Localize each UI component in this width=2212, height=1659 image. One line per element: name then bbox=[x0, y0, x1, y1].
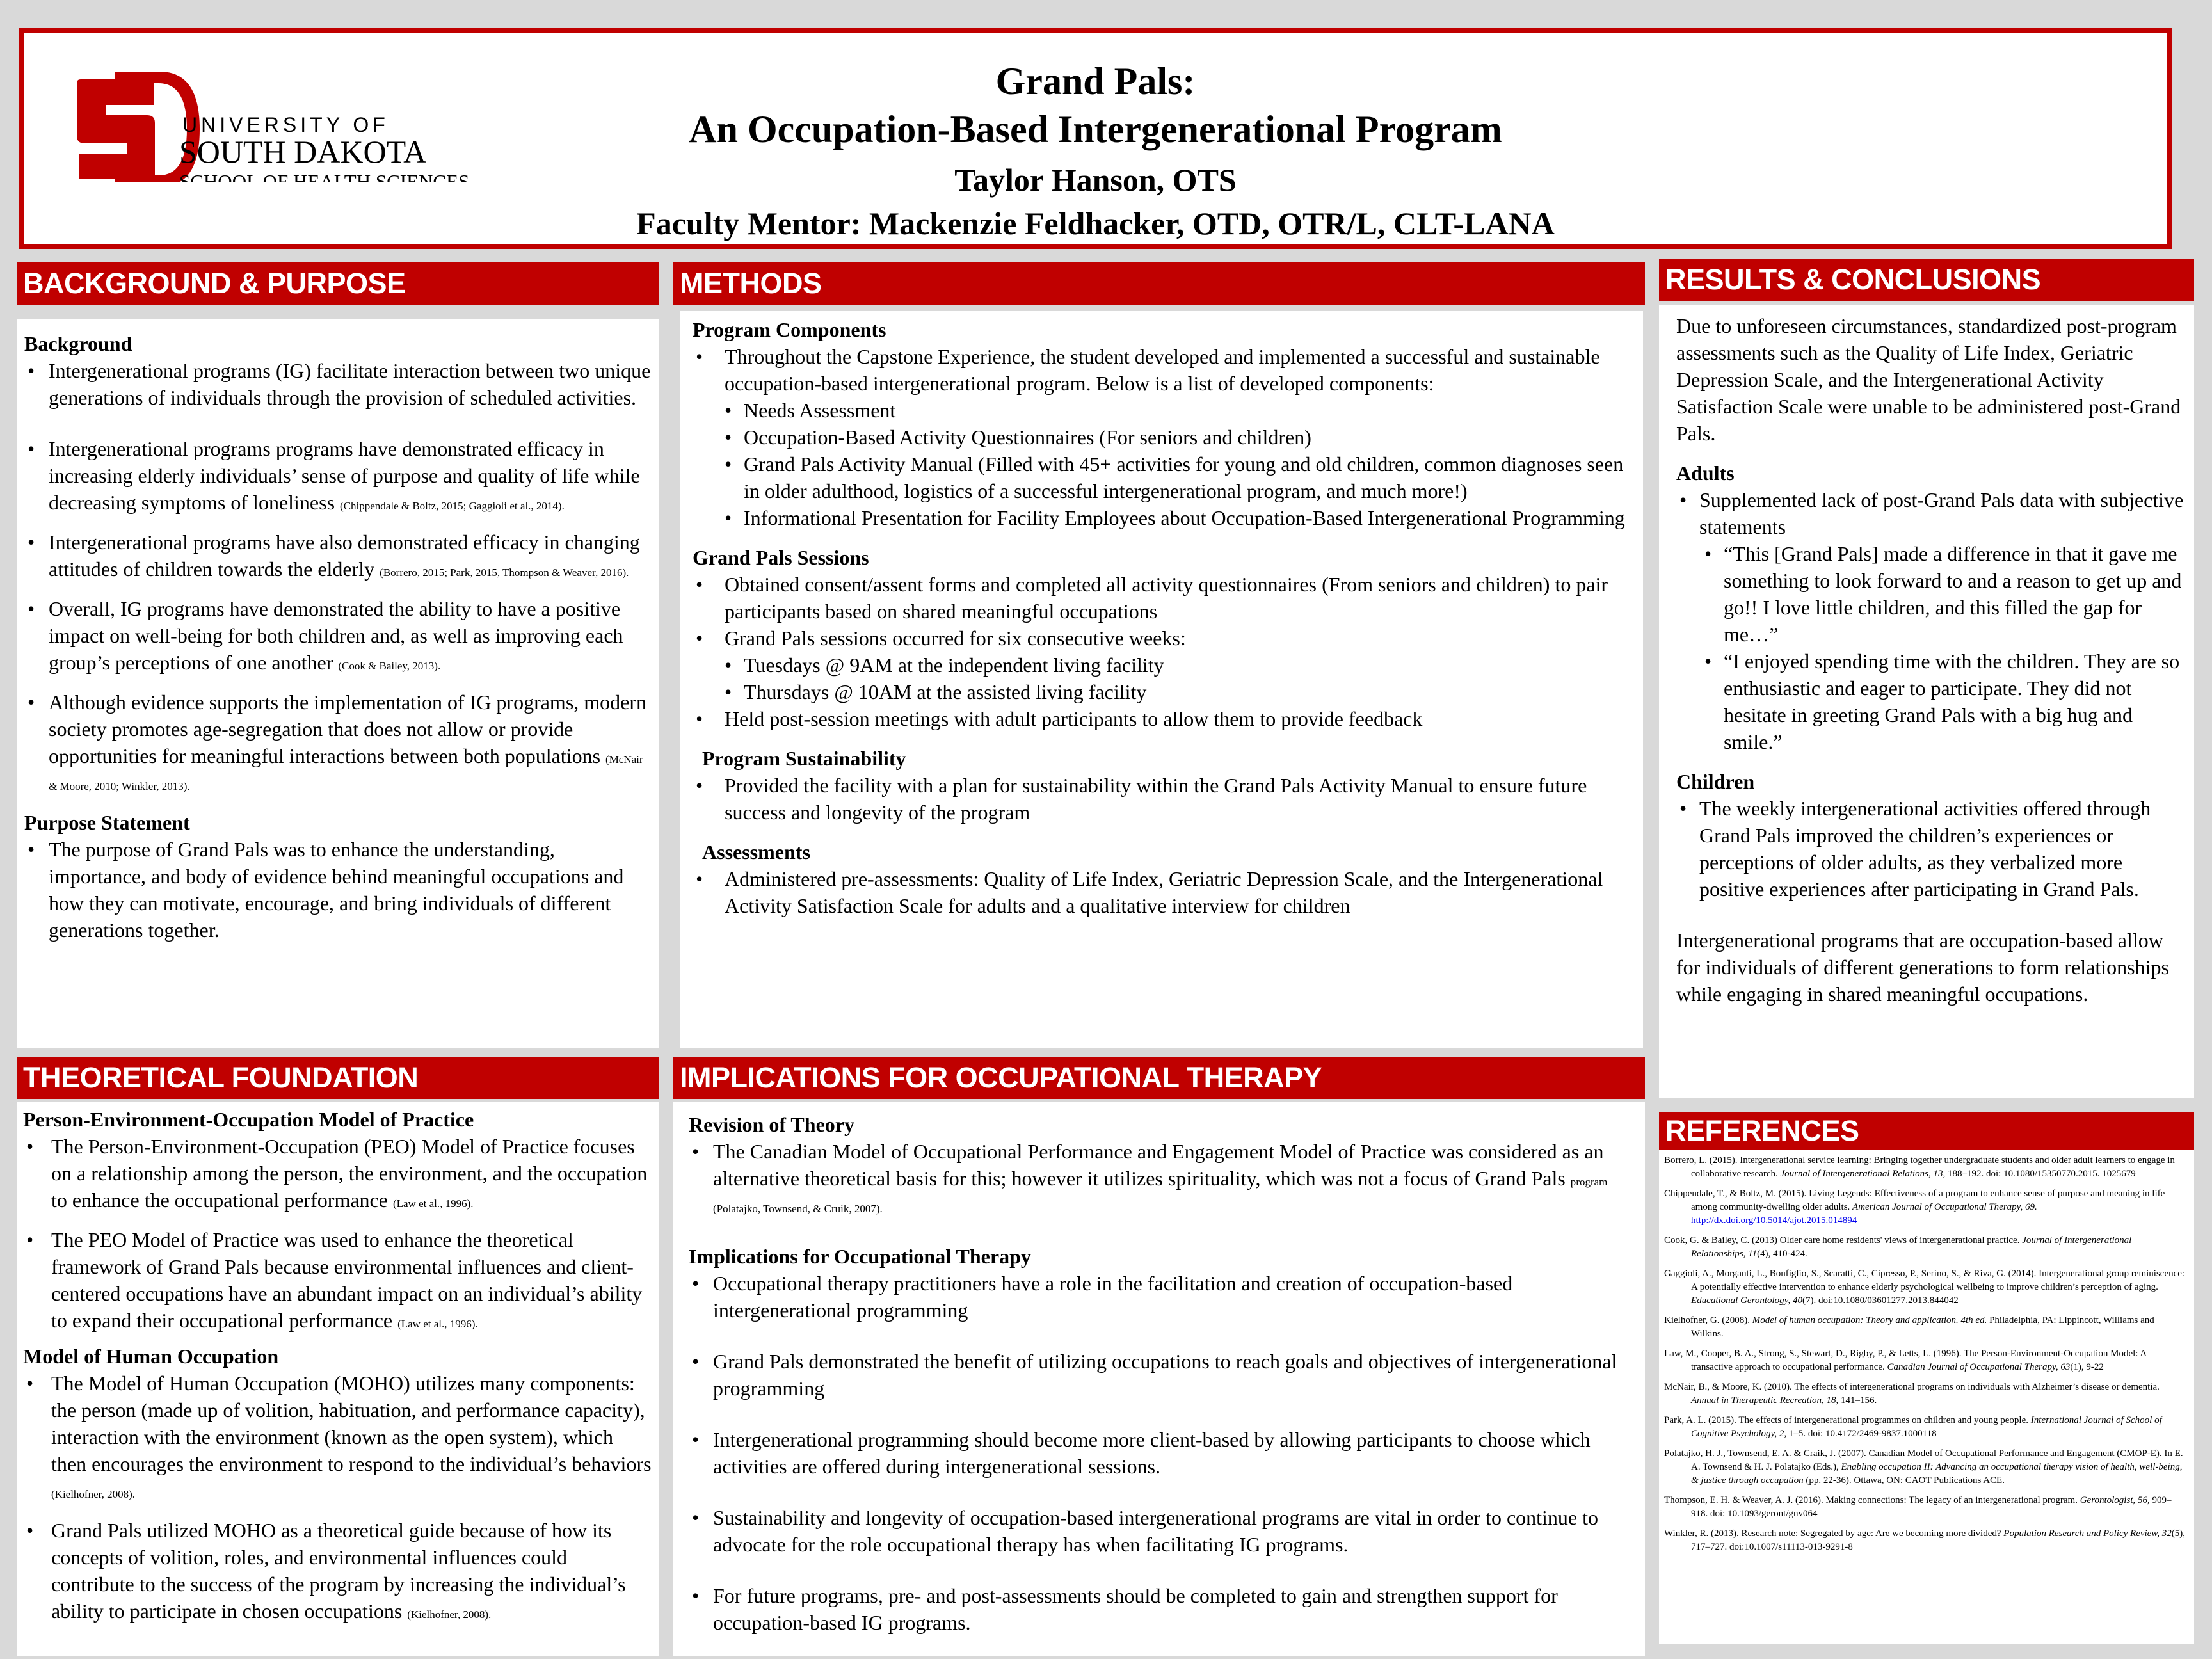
ot-implications-heading: Implications for Occupational Therapy bbox=[689, 1245, 1031, 1268]
purpose-statement: • The purpose of Grand Pals was to enhance the understanding, importance, and body of evidence behind meaningful occupations and how they can motivate, encourage, and bring individuals of different generations together. bbox=[24, 836, 653, 943]
reference-entry: Law, M., Cooper, B. A., Strong, S., Stewart, D., Rigby, P., & Letts, L. (1996). The Person-Environment-Occupation Model: A transactive approach to occupational performance. Canadian Journal of Occupational Therapy, 63(1), 9-22 bbox=[1664, 1349, 2147, 1372]
background-purpose-bar: BACKGROUND & PURPOSE bbox=[17, 262, 659, 305]
usd-logo bbox=[51, 54, 550, 182]
sessions-heading: Grand Pals Sessions bbox=[693, 546, 869, 569]
sustainability-heading: Program Sustainability bbox=[702, 747, 906, 770]
moho-item: • Grand Pals utilized MOHO as a theoretical guide because of how its concepts of volition, roles, and environmental influences could contribute to the success of the program by increasing the individual’s ability to participate in chosen occupations (Kielhofner, 2008). bbox=[23, 1517, 653, 1624]
conclusion-text: Intergenerational programs that are occupation-based allow for individuals of different generations to form relationships while engaging in shared meaningful occupations. bbox=[1676, 929, 2169, 1006]
reference-entry: Gaggioli, A., Morganti, L., Bonfiglio, S., Scaratti, C., Cipresso, P., Serino, S., & Riva, G. (2014). Intergenerational group reminiscence: A potentially effective intervention to enhance elderly psychological wellbeing to improve children’s perception of aging. Educational Gerontology, 40(7). doi:10.1080/03601277.2013.844042 bbox=[1664, 1269, 2185, 1306]
poster-title-line2: An Occupation-Based Intergenerational Program bbox=[689, 108, 1502, 150]
faculty-mentor: Faculty Mentor: Mackenzie Feldhacker, OTD, OTR/L, CLT-LANA bbox=[636, 205, 1555, 241]
methods-bar: METHODS bbox=[673, 262, 1645, 305]
background-item: • Although evidence supports the implementation of IG programs, modern society promotes age-segregation that does not allow or provide opportunities for meaningful interactions between both populations (McNair & Moore, 2010; Winkler, 2013). bbox=[24, 689, 653, 796]
session-schedule: • Thursdays @ 10AM at the assisted living facility bbox=[693, 678, 1637, 705]
sessions-item: • Obtained consent/assent forms and completed all activity questionnaires (From seniors and children) to pair participants based on shared meaningful occupations bbox=[693, 571, 1637, 625]
session-schedule: • Tuesdays @ 9AM at the independent living facility bbox=[693, 652, 1637, 678]
background-item: • Intergenerational programs (IG) facilitate interaction between two unique generations of individuals through the provision of scheduled activities. bbox=[24, 357, 653, 411]
children-item: • The weekly intergenerational activities offered through Grand Pals improved the children’s experiences or perceptions of older adults, as they verbalized more positive experiences after participating in Grand Pals. bbox=[1676, 795, 2188, 902]
revision-item: • The Canadian Model of Occupational Performance and Engagement Model of Practice was considered as an alternative theoretical basis for this; however it utilizes spirituality, which was not a focus of Grand Pals program (Polatajko, Townsend, & Cruik, 2007). bbox=[689, 1138, 1639, 1219]
sessions-item: • Held post-session meetings with adult participants to allow them to provide feedback bbox=[693, 705, 1637, 732]
reference-entry: Borrero, L. (2015). Intergenerational service learning: Bringing together undergraduate students and older adult learners to engage in collaborative research. Journal of Intergenerational Relations, 13, 188–192. doi: 10.1080/15350770.2015. 1025679 bbox=[1664, 1155, 2175, 1179]
reference-entry: Park, A. L. (2015). The effects of intergenerational programmes on children and young people. International Journal of School of Cognitive Psychology, 2, 1–5. doi: 10.4172/2469-9837.1000118 bbox=[1664, 1415, 2162, 1439]
component-item: • Informational Presentation for Facility Employees about Occupation-Based Intergenerational Programming bbox=[693, 504, 1637, 531]
revision-heading: Revision of Theory bbox=[689, 1113, 854, 1136]
results-bar: RESULTS & CONCLUSIONS bbox=[1659, 259, 2194, 301]
ot-implication-item: • Intergenerational programming should become more client-based by allowing participants to choose which activities are offered during intergenerational sessions. bbox=[689, 1426, 1639, 1480]
implications-bar: IMPLICATIONS FOR OCCUPATIONAL THERAPY bbox=[673, 1057, 1645, 1099]
author-name: Taylor Hanson, OTS bbox=[954, 162, 1237, 198]
poster-title-line1: Grand Pals: bbox=[995, 60, 1196, 102]
usd-monogram-icon bbox=[51, 54, 550, 182]
ot-implication-item: • Sustainability and longevity of occupation-based intergenerational programs are vital in order to continue to advocate for the role occupational therapy has when facilitating IG programs. bbox=[689, 1504, 1639, 1558]
methods-panel bbox=[680, 311, 1643, 1048]
components-heading: Program Components bbox=[693, 318, 886, 341]
reference-entry: Winkler, R. (2013). Research note: Segregated by age: Are we becoming more divided? Population Research and Policy Review, 32(5), 717–727. doi:10.1007/s11113-013-9291-8 bbox=[1664, 1528, 2185, 1552]
results-panel bbox=[1659, 305, 2194, 1098]
peo-heading: Person-Environment-Occupation Model of Practice bbox=[23, 1108, 474, 1131]
moho-item: • The Model of Human Occupation (MOHO) utilizes many components: the person (made up of volition, habituation, and performance capacity), interaction with the environment (known as the open system), which then encourages the environment to respond to the individual’s behaviors (Kielhofner, 2008). bbox=[23, 1370, 653, 1504]
children-heading: Children bbox=[1676, 770, 1755, 793]
sustainability-item: • Provided the facility with a plan for sustainability within the Grand Pals Activity Manual to ensure future success and longevity of the program bbox=[693, 772, 1637, 826]
reference-entry: Cook, G. & Bailey, C. (2013) Older care home residents' views of intergenerational practice. Journal of Intergenerational Relationships, 11(4), 410-424. bbox=[1664, 1235, 2132, 1259]
component-item: • Occupation-Based Activity Questionnaires (For seniors and children) bbox=[693, 424, 1637, 451]
adults-heading: Adults bbox=[1676, 461, 1735, 485]
reference-entry: Kielhofner, G. (2008). Model of human occupation: Theory and application. 4th ed. Philadelphia, PA: Lippincott, Williams and Wilkins. bbox=[1664, 1315, 2154, 1339]
ot-implication-item: • Occupational therapy practitioners have a role in the facilitation and creation of occupation-based intergenerational programming bbox=[689, 1270, 1639, 1324]
results-intro: Due to unforeseen circumstances, standardized post-program assessments such as the Quality of Life Index, Geriatric Depression Scale, and the Intergenerational Activity Satisfaction Scale were unable to be administered post-Grand Pals. bbox=[1676, 314, 2181, 445]
components-intro: • Throughout the Capstone Experience, the student developed and implemented a successful and sustainable occupation-based intergenerational program. Below is a list of developed components: bbox=[693, 343, 1637, 397]
peo-item: • The Person-Environment-Occupation (PEO) Model of Practice focuses on a relationship among the person, the environment, and the occupation to enhance the occupational performance (Law et al., 1996). bbox=[23, 1133, 653, 1214]
background-item: • Intergenerational programs programs have demonstrated efficacy in increasing elderly individuals’ sense of purpose and quality of life while decreasing symptoms of loneliness (Chippendale & Boltz, 2015; Gaggioli et al., 2014). bbox=[24, 435, 653, 516]
assessments-heading: Assessments bbox=[702, 840, 810, 863]
component-item: • Grand Pals Activity Manual (Filled with 45+ activities for young and old children, common diagnoses seen in older adulthood, logistics of a successful intergenerational program, and much more!) bbox=[693, 451, 1637, 504]
background-heading: Background bbox=[24, 332, 132, 355]
purpose-heading: Purpose Statement bbox=[24, 811, 190, 834]
ot-implication-item: • For future programs, pre- and post-assessments should be completed to gain and strengthen support for occupation-based IG programs. bbox=[689, 1582, 1639, 1636]
assessments-item: • Administered pre-assessments: Quality of Life Index, Geriatric Depression Scale, and the Intergenerational Activity Satisfaction Scale for adults and a qualitative interview for children bbox=[693, 865, 1637, 919]
svg-text:UNIVERSITY OF: UNIVERSITY OF bbox=[182, 113, 389, 136]
theory-bar: THEORETICAL FOUNDATION bbox=[17, 1057, 659, 1099]
doi-link[interactable]: http://dx.doi.org/10.5014/ajot.2015.014894 bbox=[1691, 1215, 1857, 1226]
reference-entry: McNair, B., & Moore, K. (2010). The effects of intergenerational programs on individuals with Alzheimer’s disease or dementia. Annual in Therapeutic Recreation, 18, 141–156. bbox=[1664, 1382, 2160, 1406]
background-item: • Intergenerational programs have also demonstrated efficacy in changing attitudes of children towards the elderly (Borrero, 2015; Park, 2015, Thompson & Weaver, 2016). bbox=[24, 529, 653, 582]
theory-panel bbox=[17, 1102, 659, 1656]
references-panel bbox=[1659, 1150, 2194, 1644]
adult-quote: • “I enjoyed spending time with the children. They are so enthusiastic and eager to participate. They did not hesitate in greeting Grand Pals with a big hug and smile.” bbox=[1676, 648, 2188, 755]
moho-heading: Model of Human Occupation bbox=[23, 1345, 279, 1368]
svg-text:SOUTH DAKOTA: SOUTH DAKOTA bbox=[179, 134, 427, 170]
background-item: • Overall, IG programs have demonstrated the ability to have a positive impact on well-being for both children and, as well as improving each group’s perceptions of one another (Cook & Bailey, 2013). bbox=[24, 595, 653, 676]
adults-item: • Supplemented lack of post-Grand Pals data with subjective statements bbox=[1676, 486, 2188, 540]
references-bar: REFERENCES bbox=[1659, 1112, 2194, 1150]
implications-panel bbox=[673, 1102, 1645, 1656]
ot-implication-item: • Grand Pals demonstrated the benefit of utilizing occupations to reach goals and objectives of intergenerational programming bbox=[689, 1348, 1639, 1402]
svg-text:SCHOOL OF HEALTH SCIENCES: SCHOOL OF HEALTH SCIENCES bbox=[179, 170, 470, 182]
adult-quote: • “This [Grand Pals] made a difference in that it gave me something to look forward to and a reason to get up and go!! I love little children, and this filled the gap for me…” bbox=[1676, 540, 2188, 648]
sessions-item: • Grand Pals sessions occurred for six consecutive weeks: bbox=[693, 625, 1637, 652]
background-purpose-panel bbox=[17, 319, 659, 1048]
reference-entry: Thompson, E. H. & Weaver, A. J. (2016). Making connections: The legacy of an intergenerational program. Gerontologist, 56, 909–918. doi: 10.1093/geront/gnv064 bbox=[1664, 1495, 2172, 1519]
reference-entry: Polatajko, H. J., Townsend, E. A. & Craik, J. (2007). Canadian Model of Occupational Performance and Engagement (CMOP-E). In E. A. Townsend & H. J. Polatajko (Eds.), Enabling occupation II: Advancing an occupational therapy vision of health, well-being, & justice through occupation (pp. 22-36). Ottawa, ON: CAOT Publications ACE. bbox=[1664, 1448, 2183, 1486]
peo-item: • The PEO Model of Practice was used to enhance the theoretical framework of Grand Pals because environmental influences and client-centered occupations have an abundant impact on an individual’s ability to expand their occupational performance (Law et al., 1996). bbox=[23, 1226, 653, 1334]
reference-entry: Chippendale, T., & Boltz, M. (2015). Living Legends: Effectiveness of a program to enhance sense of purpose and meaning in life among community-dwelling older adults. American Journal of Occupational Therapy, 69. http://dx.doi.org/10.5014/ajot.2015.014894 bbox=[1664, 1189, 2165, 1226]
component-item: • Needs Assessment bbox=[693, 397, 1637, 424]
